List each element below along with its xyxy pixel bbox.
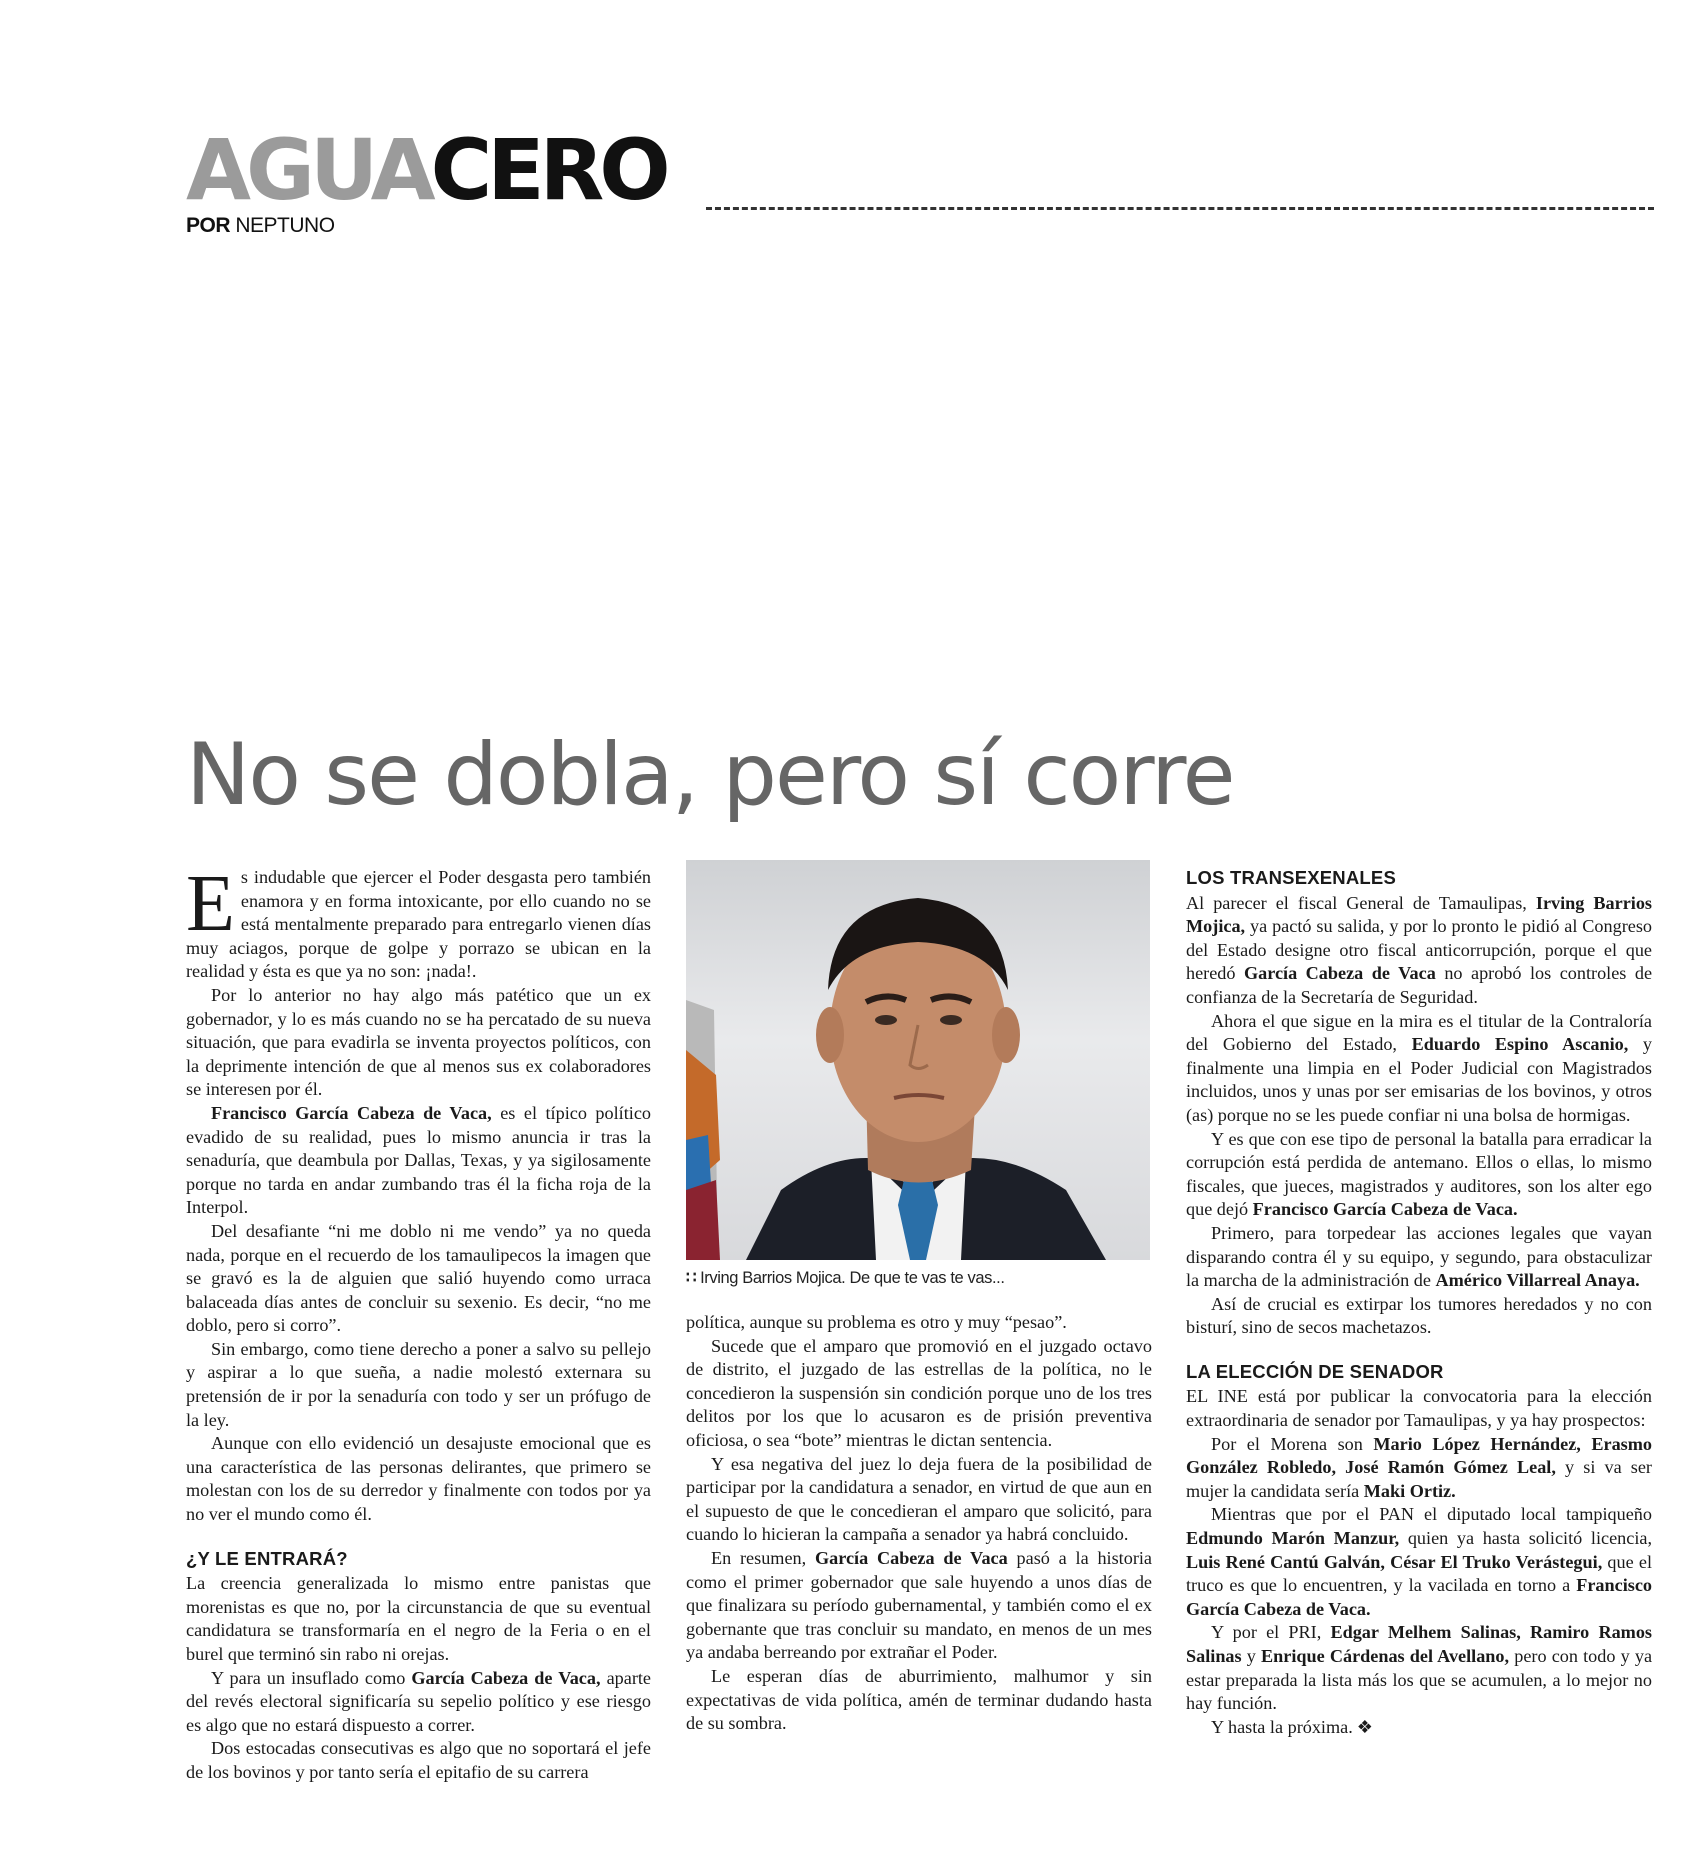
logo-cero: CERO (430, 121, 666, 219)
paragraph: Aunque con ello evidenció un desajuste emocional que es una característica de las personas delirantes, que primero se molestan con los de su derredor y finalmente con todos por ya no ver el mundo como él. (186, 1433, 651, 1525)
paragraph: En resumen, García Cabeza de Vaca pasó a la historia como el primer gobernador que sale huyendo a unos días de que finalizara su período gubernamental, y también como el ex gobernante que tras concluir su mandato, en menos de un mes ya andaba berreando por extrañar el Poder. (686, 1547, 1153, 1663)
paragraph: La creencia generalizada lo mismo entre panistas que morenistas es que no, por la circunstancia de que su eventual candidatura se transformaría en el negro de la Feria o en el burel que terminó sin rabo ni orejas. (186, 1573, 651, 1664)
paragraph: Y por el PRI, Edgar Melhem Salinas, Ramiro Ramos Salinas y Enrique Cárdenas del Avellano, pero con todo y ya estar preparada la lista más los que se acumulen, a lo mejor no hay función. (1186, 1622, 1653, 1714)
paragraph: EL INE está por publicar la convocatoria para la elección extraordinaria de senador por Tamaulipas, y ya hay prospectos: (1186, 1386, 1652, 1431)
paragraph: Y es que con ese tipo de personal la batalla para erradicar la corrupción está perdida de antemano. Ellos o ellas, lo mismo fiscales, que jueces, magistrados y auditores, son los alter ego que dejó Francisco García Cabeza de Vaca. (1186, 1128, 1652, 1220)
portrait-photo (686, 860, 1150, 1260)
masthead (186, 122, 666, 218)
column-logo (186, 122, 666, 218)
byline (186, 214, 335, 238)
paragraph: Ahora el que sigue en la mira es el titular de la Contraloría del Gobierno del Estado, Eduardo Espino Ascanio, y finalmente una limpia en el Poder Judicial con Magistrados incluidos, unos y unas por ser emisarias de los bovinos, y otros (as) porque no se les puede confiar ni una bolsa de hormigas. (1186, 1010, 1653, 1125)
byline-prefix: POR (186, 214, 231, 237)
article-column-2 (686, 1311, 1152, 1736)
portrait-illustration (686, 860, 1150, 1260)
end-mark-icon: ❖ (1356, 1716, 1374, 1737)
paragraph: Le esperan días de aburrimiento, malhumor y sin expectativas de vida política, amén de terminar dudando hasta de su sombra. (686, 1665, 1152, 1734)
paragraph: Al parecer el fiscal General de Tamaulipas, Irving Barrios Mojica, ya pactó su salida, y por lo pronto le pidió al Congreso del Estado designe otro fiscal anticorrupción, porque el que heredó García Cabeza de Vaca no aprobó los controles de confianza de la Secretaría de Seguridad. (1186, 892, 1653, 1007)
logo-agua: AGUA (186, 121, 431, 219)
paragraph: Por el Morena son Mario López Hernández, Erasmo González Robledo, José Ramón Gómez Leal, y si va ser mujer la candidata sería Maki Ortiz. (1186, 1433, 1652, 1501)
paragraph: Dos estocadas consecutivas es algo que no soportará el jefe de los bovinos y por tanto sería el epitafio de su carrera (186, 1738, 651, 1782)
paragraph: Francisco García Cabeza de Vaca, es el típico político evadido de su realidad, pues lo mismo anuncia ir tras la senaduría, que deambula por Dallas, Texas, y ya sigilosamente porque no tarda en andar zumbando tras él la ficha roja de la Interpol. (186, 1102, 651, 1218)
subheading: ¿Y LE ENTRARÁ? (186, 1547, 348, 1569)
caption-marker-icon: ∷ (686, 1269, 697, 1287)
paragraph: Sucede que el amparo que promovió en el juzgado octavo de distrito, el juzgado de las estrellas de la política, no le concedieron la suspensión sin condición porque uno de los tres delitos por los que lo acusaron es de prisión preventiva oficiosa, o sea “bote” mientras le dictan sentencia. (686, 1335, 1152, 1450)
paragraph: Primero, para torpedear las acciones legales que vayan disparando contra él y su equipo, y segundo, para obstaculizar la marcha de la administración de Américo Villarreal Anaya. (1186, 1222, 1652, 1291)
subheading: LOS TRANSEXENALES (1186, 867, 1397, 888)
paragraph: Del desafiante “ni me doblo ni me vendo” ya no queda nada, porque en el recuerdo de los tamaulipecos la imagen que se gravó es la de alguien que salió huyendo como urraca balaceada días antes de concluir su sexenio. Es decir, “no me doblo, pero si corro”. (186, 1220, 651, 1336)
photo-caption: ∷ Irving Barrios Mojica. De que te vas te vas... (686, 1269, 1005, 1287)
paragraph: Por lo anterior no hay algo más patético que un ex gobernador, y lo es más cuando no se ha percatado de su nueva situación, que para evadirla se inventa proyectos políticos, con la deprimente intención de que al menos sus ex colaboradores se interesen por él. (186, 984, 651, 1100)
article-column-3 (1186, 866, 1652, 1739)
paragraph: Mientras que por el PAN el diputado local tampiqueño Edmundo Marón Manzur, quien ya hasta solicitó licencia, Luis René Cantú Galván, César El Truko Verástegui, que el truco es que lo encuentren, y la vacilada en torno a Francisco García Cabeza de Vaca. (1186, 1504, 1652, 1619)
paragraph: Sin embargo, como tiene derecho a poner a salvo su pellejo y aspirar a lo que sueña, a nadie molestó externara su pretensión de ir por la senaduría con todo y ser un prófugo de la ley. (186, 1338, 651, 1430)
paragraph: Y hasta la próxima. ❖ (1211, 1716, 1374, 1737)
paragraph: Es indudable que ejercer el Poder desgasta pero también enamora y en forma intoxicante, por ello cuando no se está mentalmente preparado para entregarlo vienen días muy aciagos, porque de golpe y porrazo se ubican en la realidad y ésta es que ya no son: ¡nada!. (186, 860, 651, 982)
paragraph: Y esa negativa del juez lo deja fuera de la posibilidad de participar por la candidatura a senador, en virtud de que aun en el supuesto de que le concedieran el amparo que solicitó, para cuando lo hicieran la campaña a senador ya habrá concluido. (686, 1453, 1152, 1545)
article-headline: No se dobla, pero sí corre (186, 725, 1234, 825)
subheading: LA ELECCIÓN DE SENADOR (1186, 1360, 1444, 1382)
drop-cap: E (186, 860, 235, 948)
dashed-rule (706, 207, 1654, 210)
article-column-1 (186, 860, 652, 1785)
byline-author: NEPTUNO (235, 214, 335, 237)
paragraph: Así de crucial es extirpar los tumores heredados y no con bisturí, sino de secos machetazos. (1186, 1293, 1652, 1338)
paragraph: política, aunque su problema es otro y muy “pesao”. (686, 1312, 1067, 1332)
paragraph: Y para un insuflado como García Cabeza de Vaca, aparte del revés electoral significaría su sepelio político y ese riesgo es algo que no estará dispuesto a correr. (186, 1667, 652, 1735)
